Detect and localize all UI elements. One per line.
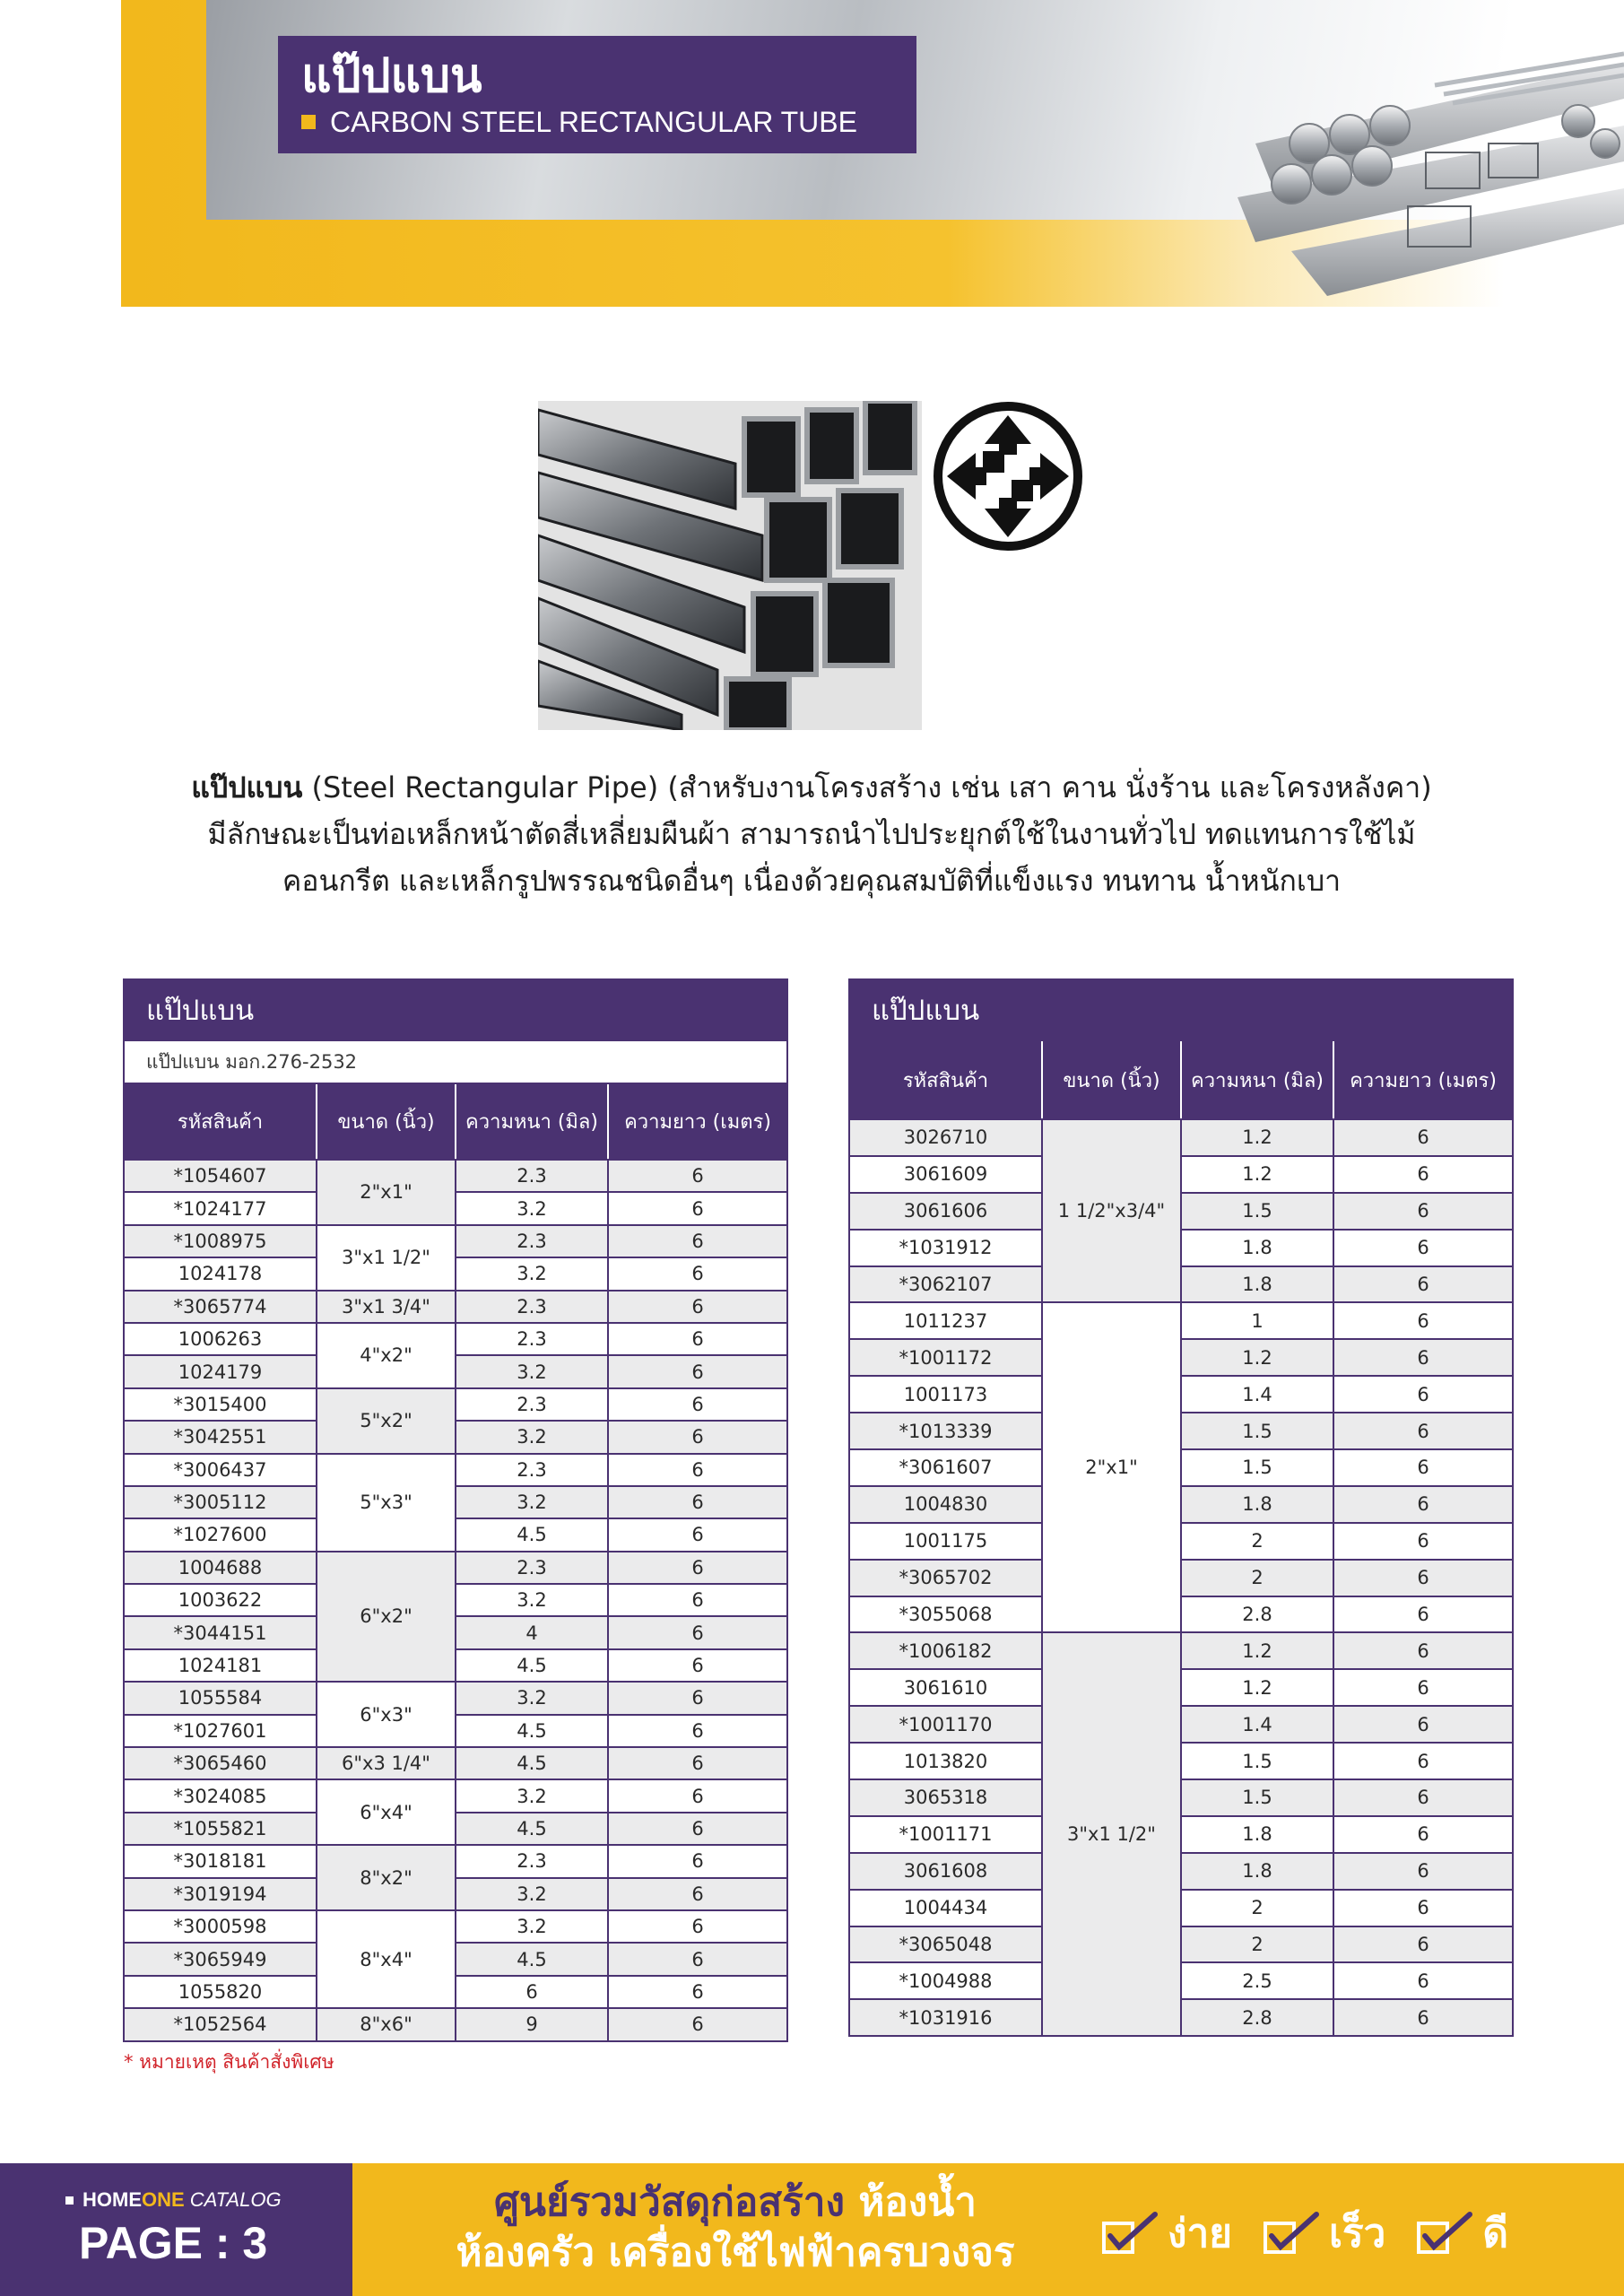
thickness-cell: 1.8 xyxy=(1181,1266,1333,1303)
column-header: รหัสสินค้า xyxy=(849,1040,1042,1119)
size-cell: 6"x2" xyxy=(317,1552,456,1683)
table-row xyxy=(849,1230,1513,1266)
thickness-cell: 4 xyxy=(456,1616,608,1648)
slogan-line-2: ห้องครัว เครื่องใช้ไฟฟ้าครบวงจร xyxy=(456,2230,1015,2275)
length-cell: 6 xyxy=(608,1910,787,1943)
page-subtitle-text: CARBON STEEL RECTANGULAR TUBE xyxy=(330,106,857,138)
product-code-cell: *3042551 xyxy=(124,1421,317,1453)
size-cell: 8"x2" xyxy=(317,1845,456,1910)
length-cell: 6 xyxy=(608,2008,787,2040)
product-code-cell: *3065774 xyxy=(124,1291,317,1323)
column-header: ขนาด (นิ้ว) xyxy=(1042,1040,1181,1119)
product-code-cell: *3044151 xyxy=(124,1616,317,1648)
table-row xyxy=(124,1192,787,1224)
length-cell: 6 xyxy=(608,1192,787,1224)
tis-certification-icon xyxy=(931,399,1085,553)
product-code-cell: *3006437 xyxy=(124,1454,317,1486)
thickness-cell: 1.2 xyxy=(1181,1156,1333,1193)
tick-label: เร็ว xyxy=(1328,2211,1386,2257)
table-left-standard: แป๊ปแบน มอก.276-2532 xyxy=(124,1040,787,1083)
catalog-brand xyxy=(65,2188,282,2212)
slogan-line-1-a: ศูนย์รวมวัสดุก่อสร้าง xyxy=(493,2179,845,2225)
length-cell: 6 xyxy=(1333,1193,1513,1230)
title-box xyxy=(278,36,916,153)
table-row xyxy=(849,1890,1513,1926)
length-cell: 6 xyxy=(608,1225,787,1257)
length-cell: 6 xyxy=(608,1518,787,1551)
thickness-cell: 2 xyxy=(1181,1926,1333,1963)
tick-item xyxy=(1101,2202,1232,2265)
table-row xyxy=(849,1669,1513,1706)
length-cell: 6 xyxy=(1333,1890,1513,1926)
length-cell: 6 xyxy=(608,1976,787,2008)
product-code-cell: *3005112 xyxy=(124,1486,317,1518)
product-code-cell: 1055820 xyxy=(124,1976,317,2008)
length-cell: 6 xyxy=(608,1845,787,1877)
table-row xyxy=(124,1388,787,1421)
thickness-cell: 1.2 xyxy=(1181,1119,1333,1156)
size-cell: 8"x6" xyxy=(317,2008,456,2040)
thickness-cell: 6 xyxy=(456,1976,608,2008)
length-cell: 6 xyxy=(1333,1523,1513,1560)
description-line-1-text: (Steel Rectangular Pipe) (สำหรับงานโครงสร้าง เช่น เสา คาน นั่งร้าน และโครงหลังคา) xyxy=(311,770,1432,804)
thickness-cell: 1.5 xyxy=(1181,1743,1333,1779)
size-cell: 6"x3" xyxy=(317,1682,456,1747)
product-code-cell: *1008975 xyxy=(124,1225,317,1257)
length-cell: 6 xyxy=(608,1747,787,1779)
table-row xyxy=(849,1999,1513,2036)
thickness-cell: 2.5 xyxy=(1181,1962,1333,1999)
page-title: แป๊ปแบน xyxy=(301,50,482,102)
table-row xyxy=(124,1160,787,1192)
rectangular-tube-photo xyxy=(538,401,922,730)
thickness-cell: 3.2 xyxy=(456,1192,608,1224)
table-row xyxy=(124,1355,787,1387)
column-header: ขนาด (นิ้ว) xyxy=(317,1083,456,1160)
length-cell: 6 xyxy=(1333,1266,1513,1303)
product-code-cell: 1001175 xyxy=(849,1523,1042,1560)
bullet-square-icon xyxy=(65,2196,74,2205)
thickness-cell: 2.3 xyxy=(456,1845,608,1877)
thickness-cell: 2.8 xyxy=(1181,1596,1333,1633)
description-term: แป๊ปแบน xyxy=(191,770,303,804)
tick-item xyxy=(1416,2202,1508,2265)
column-header: ความยาว (เมตร) xyxy=(1333,1040,1513,1119)
thickness-cell: 3.2 xyxy=(456,1257,608,1290)
table-row xyxy=(849,1632,1513,1669)
product-code-cell: 1003622 xyxy=(124,1584,317,1616)
length-cell: 6 xyxy=(608,1355,787,1387)
product-code-cell: *1013339 xyxy=(849,1413,1042,1449)
product-code-cell: *3065949 xyxy=(124,1943,317,1975)
footer-slogan xyxy=(395,2178,1076,2278)
table-row xyxy=(849,1853,1513,1890)
product-code-cell: *3018181 xyxy=(124,1845,317,1877)
product-code-cell: *1054607 xyxy=(124,1160,317,1192)
table-row xyxy=(124,1813,787,1845)
length-cell: 6 xyxy=(608,1584,787,1616)
size-cell: 6"x3 1/4" xyxy=(317,1747,456,1779)
product-code-cell: *3065460 xyxy=(124,1747,317,1779)
table-row xyxy=(124,1747,787,1779)
product-table-right xyxy=(848,978,1514,2037)
feature-ticks xyxy=(1101,2202,1508,2265)
product-code-cell: *1004988 xyxy=(849,1962,1042,1999)
thickness-cell: 3.2 xyxy=(456,1584,608,1616)
thickness-cell: 1.8 xyxy=(1181,1486,1333,1523)
product-code-cell: 1006263 xyxy=(124,1323,317,1355)
product-code-cell: *1055821 xyxy=(124,1813,317,1845)
length-cell: 6 xyxy=(608,1160,787,1192)
length-cell: 6 xyxy=(1333,1156,1513,1193)
product-code-cell: 1013820 xyxy=(849,1743,1042,1779)
product-code-cell: 1001173 xyxy=(849,1376,1042,1413)
product-code-cell: *1001170 xyxy=(849,1706,1042,1743)
thickness-cell: 2.3 xyxy=(456,1388,608,1421)
description-line-3: คอนกรีต และเหล็กรูปพรรณชนิดอื่นๆ เนื่องด้วยคุณสมบัติที่แข็งแรง ทนทาน น้ำหนักเบา xyxy=(282,864,1342,898)
thickness-cell: 1.8 xyxy=(1181,1816,1333,1853)
thickness-cell: 1.8 xyxy=(1181,1853,1333,1890)
thickness-cell: 3.2 xyxy=(456,1779,608,1812)
table-row xyxy=(124,1454,787,1486)
product-code-cell: 3065318 xyxy=(849,1779,1042,1816)
thickness-cell: 4.5 xyxy=(456,1813,608,1845)
thickness-cell: 3.2 xyxy=(456,1355,608,1387)
thickness-cell: 1.4 xyxy=(1181,1376,1333,1413)
table-row xyxy=(849,1962,1513,1999)
checkbox-tick-icon xyxy=(1101,2211,1159,2256)
product-description xyxy=(179,764,1444,904)
table-left-caption: แป๊ปแบน xyxy=(124,979,787,1040)
size-cell: 6"x4" xyxy=(317,1779,456,1845)
table-row xyxy=(849,1119,1513,1156)
length-cell: 6 xyxy=(608,1649,787,1682)
bullet-square-icon xyxy=(301,115,316,129)
length-cell: 6 xyxy=(1333,1816,1513,1853)
product-code-cell: 3061608 xyxy=(849,1853,1042,1890)
table-row xyxy=(849,1376,1513,1413)
slogan-line-1-b: ห้องน้ำ xyxy=(858,2179,977,2225)
thickness-cell: 3.2 xyxy=(456,1682,608,1714)
table-row xyxy=(124,1257,787,1290)
thickness-cell: 2.8 xyxy=(1181,1999,1333,2036)
table-row xyxy=(124,1225,787,1257)
steel-stock-image xyxy=(1202,36,1624,305)
length-cell: 6 xyxy=(608,1486,787,1518)
length-cell: 6 xyxy=(1333,1669,1513,1706)
product-code-cell: *1006182 xyxy=(849,1632,1042,1669)
length-cell: 6 xyxy=(608,1943,787,1975)
product-table-left xyxy=(123,978,788,2042)
thickness-cell: 4.5 xyxy=(456,1715,608,1747)
product-code-cell: *3000598 xyxy=(124,1910,317,1943)
table-row xyxy=(849,1486,1513,1523)
thickness-cell: 2.3 xyxy=(456,1291,608,1323)
length-cell: 6 xyxy=(1333,1339,1513,1376)
special-order-note: * หมายเหตุ สินค้าสั่งพิเศษ xyxy=(124,2051,334,2073)
product-code-cell: 1011237 xyxy=(849,1302,1042,1339)
page-subtitle xyxy=(301,104,893,140)
thickness-cell: 1.5 xyxy=(1181,1413,1333,1449)
thickness-cell: 9 xyxy=(456,2008,608,2040)
thickness-cell: 2 xyxy=(1181,1890,1333,1926)
checkbox-tick-icon xyxy=(1416,2211,1473,2256)
table-row xyxy=(849,1596,1513,1633)
length-cell: 6 xyxy=(608,1388,787,1421)
length-cell: 6 xyxy=(608,1421,787,1453)
table-row xyxy=(124,1715,787,1747)
brand-one: ONE xyxy=(142,2188,185,2211)
thickness-cell: 3.2 xyxy=(456,1486,608,1518)
thickness-cell: 3.2 xyxy=(456,1421,608,1453)
table-row xyxy=(849,1266,1513,1303)
table-row xyxy=(124,1291,787,1323)
size-cell: 4"x2" xyxy=(317,1323,456,1388)
product-code-cell: *3019194 xyxy=(124,1878,317,1910)
table-row xyxy=(849,1156,1513,1193)
size-cell: 2"x1" xyxy=(317,1160,456,1225)
product-code-cell: 3026710 xyxy=(849,1119,1042,1156)
thickness-cell: 2.3 xyxy=(456,1323,608,1355)
description-line-2: มีลักษณะเป็นท่อเหล็กหน้าตัดสี่เหลี่ยมผืนผ้า สามารถนำไปประยุกต์ใช้ในงานทั่วไป ทดแทนการใช้ไม้ xyxy=(207,817,1416,851)
table-row xyxy=(849,1193,1513,1230)
table-row xyxy=(849,1779,1513,1816)
table-row xyxy=(124,1943,787,1975)
table-row xyxy=(124,1486,787,1518)
size-cell: 1 1/2"x3/4" xyxy=(1042,1119,1181,1302)
table-row xyxy=(124,1616,787,1648)
column-header: ความยาว (เมตร) xyxy=(608,1083,787,1160)
table-row xyxy=(124,1552,787,1584)
brand-catalog: CATALOG xyxy=(189,2188,282,2211)
length-cell: 6 xyxy=(1333,1632,1513,1669)
table-row xyxy=(849,1302,1513,1339)
product-code-cell: 1004830 xyxy=(849,1486,1042,1523)
length-cell: 6 xyxy=(1333,1302,1513,1339)
thickness-cell: 1.5 xyxy=(1181,1779,1333,1816)
product-code-cell: *1031916 xyxy=(849,1999,1042,2036)
product-code-cell: *1001171 xyxy=(849,1816,1042,1853)
table-row xyxy=(124,1878,787,1910)
table-row xyxy=(124,1323,787,1355)
thickness-cell: 4.5 xyxy=(456,1649,608,1682)
length-cell: 6 xyxy=(608,1813,787,1845)
thickness-cell: 1.2 xyxy=(1181,1669,1333,1706)
size-cell: 3"x1 1/2" xyxy=(317,1225,456,1291)
product-code-cell: *3062107 xyxy=(849,1266,1042,1303)
column-header: ความหนา (มิล) xyxy=(456,1083,608,1160)
table-row xyxy=(849,1743,1513,1779)
length-cell: 6 xyxy=(1333,1926,1513,1963)
page-number: PAGE : 3 xyxy=(79,2218,268,2268)
length-cell: 6 xyxy=(608,1454,787,1486)
table-row xyxy=(124,1682,787,1714)
thickness-cell: 1 xyxy=(1181,1302,1333,1339)
length-cell: 6 xyxy=(608,1682,787,1714)
product-code-cell: *1031912 xyxy=(849,1230,1042,1266)
length-cell: 6 xyxy=(608,1616,787,1648)
table-row xyxy=(124,1518,787,1551)
tick-label: ง่าย xyxy=(1168,2211,1232,2257)
length-cell: 6 xyxy=(608,1323,787,1355)
thickness-cell: 2.3 xyxy=(456,1225,608,1257)
product-code-cell: *3061607 xyxy=(849,1449,1042,1486)
thickness-cell: 2 xyxy=(1181,1560,1333,1596)
thickness-cell: 2.3 xyxy=(456,1454,608,1486)
length-cell: 6 xyxy=(1333,1449,1513,1486)
length-cell: 6 xyxy=(1333,1486,1513,1523)
length-cell: 6 xyxy=(608,1291,787,1323)
thickness-cell: 1.5 xyxy=(1181,1449,1333,1486)
table-row xyxy=(849,1560,1513,1596)
product-code-cell: *1001172 xyxy=(849,1339,1042,1376)
length-cell: 6 xyxy=(608,1878,787,1910)
thickness-cell: 1.4 xyxy=(1181,1706,1333,1743)
size-cell: 3"x1 1/2" xyxy=(1042,1632,1181,2036)
length-cell: 6 xyxy=(1333,1779,1513,1816)
thickness-cell: 1.8 xyxy=(1181,1230,1333,1266)
product-code-cell: 3061610 xyxy=(849,1669,1042,1706)
thickness-cell: 3.2 xyxy=(456,1910,608,1943)
length-cell: 6 xyxy=(1333,1119,1513,1156)
brand-home: HOME xyxy=(83,2188,142,2211)
slogan-line-1 xyxy=(395,2178,1076,2228)
product-code-cell: 1024181 xyxy=(124,1649,317,1682)
thickness-cell: 2.3 xyxy=(456,1552,608,1584)
length-cell: 6 xyxy=(1333,1413,1513,1449)
length-cell: 6 xyxy=(608,1257,787,1290)
table-row xyxy=(124,2008,787,2040)
table-row xyxy=(124,1976,787,2008)
thickness-cell: 1.2 xyxy=(1181,1632,1333,1669)
thickness-cell: 2.3 xyxy=(456,1160,608,1192)
product-code-cell: *3024085 xyxy=(124,1779,317,1812)
table-row xyxy=(849,1926,1513,1963)
product-code-cell: *1024177 xyxy=(124,1192,317,1224)
checkbox-tick-icon xyxy=(1263,2211,1320,2256)
product-code-cell: 1004434 xyxy=(849,1890,1042,1926)
size-cell: 3"x1 3/4" xyxy=(317,1291,456,1323)
column-header: ความหนา (มิล) xyxy=(1181,1040,1333,1119)
length-cell: 6 xyxy=(1333,1962,1513,1999)
length-cell: 6 xyxy=(608,1779,787,1812)
product-code-cell: *3055068 xyxy=(849,1596,1042,1633)
thickness-cell: 4.5 xyxy=(456,1518,608,1551)
thickness-cell: 3.2 xyxy=(456,1878,608,1910)
table-row xyxy=(849,1706,1513,1743)
thickness-cell: 1.2 xyxy=(1181,1339,1333,1376)
length-cell: 6 xyxy=(1333,1743,1513,1779)
table-row xyxy=(124,1584,787,1616)
product-code-cell: 3061609 xyxy=(849,1156,1042,1193)
column-header: รหัสสินค้า xyxy=(124,1083,317,1160)
thickness-cell: 1.5 xyxy=(1181,1193,1333,1230)
length-cell: 6 xyxy=(1333,1706,1513,1743)
product-code-cell: *3015400 xyxy=(124,1388,317,1421)
length-cell: 6 xyxy=(608,1715,787,1747)
table-row xyxy=(124,1779,787,1812)
product-code-cell: 3061606 xyxy=(849,1193,1042,1230)
thickness-cell: 2 xyxy=(1181,1523,1333,1560)
product-code-cell: *3065048 xyxy=(849,1926,1042,1963)
table-row xyxy=(849,1413,1513,1449)
length-cell: 6 xyxy=(1333,1853,1513,1890)
size-cell: 5"x3" xyxy=(317,1454,456,1552)
size-cell: 2"x1" xyxy=(1042,1302,1181,1632)
product-code-cell: 1024179 xyxy=(124,1355,317,1387)
product-code-cell: *1027600 xyxy=(124,1518,317,1551)
table-row xyxy=(849,1339,1513,1376)
thickness-cell: 4.5 xyxy=(456,1943,608,1975)
length-cell: 6 xyxy=(1333,1376,1513,1413)
product-code-cell: 1004688 xyxy=(124,1552,317,1584)
product-code-cell: *1027601 xyxy=(124,1715,317,1747)
length-cell: 6 xyxy=(1333,1560,1513,1596)
size-cell: 8"x4" xyxy=(317,1910,456,2008)
length-cell: 6 xyxy=(608,1552,787,1584)
table-row xyxy=(124,1649,787,1682)
product-code-cell: *1052564 xyxy=(124,2008,317,2040)
table-row xyxy=(124,1421,787,1453)
table-row xyxy=(849,1816,1513,1853)
table-row xyxy=(124,1845,787,1877)
product-code-cell: *3065702 xyxy=(849,1560,1042,1596)
product-code-cell: 1055584 xyxy=(124,1682,317,1714)
table-row xyxy=(849,1449,1513,1486)
tick-item xyxy=(1263,2202,1385,2265)
description-line-1 xyxy=(179,764,1444,811)
tick-label: ดี xyxy=(1482,2211,1508,2257)
thickness-cell: 4.5 xyxy=(456,1747,608,1779)
table-row xyxy=(849,1523,1513,1560)
size-cell: 5"x2" xyxy=(317,1388,456,1454)
length-cell: 6 xyxy=(1333,1230,1513,1266)
table-row xyxy=(124,1910,787,1943)
length-cell: 6 xyxy=(1333,1999,1513,2036)
product-code-cell: 1024178 xyxy=(124,1257,317,1290)
length-cell: 6 xyxy=(1333,1596,1513,1633)
table-right-caption: แป๊ปแบน xyxy=(849,979,1513,1040)
